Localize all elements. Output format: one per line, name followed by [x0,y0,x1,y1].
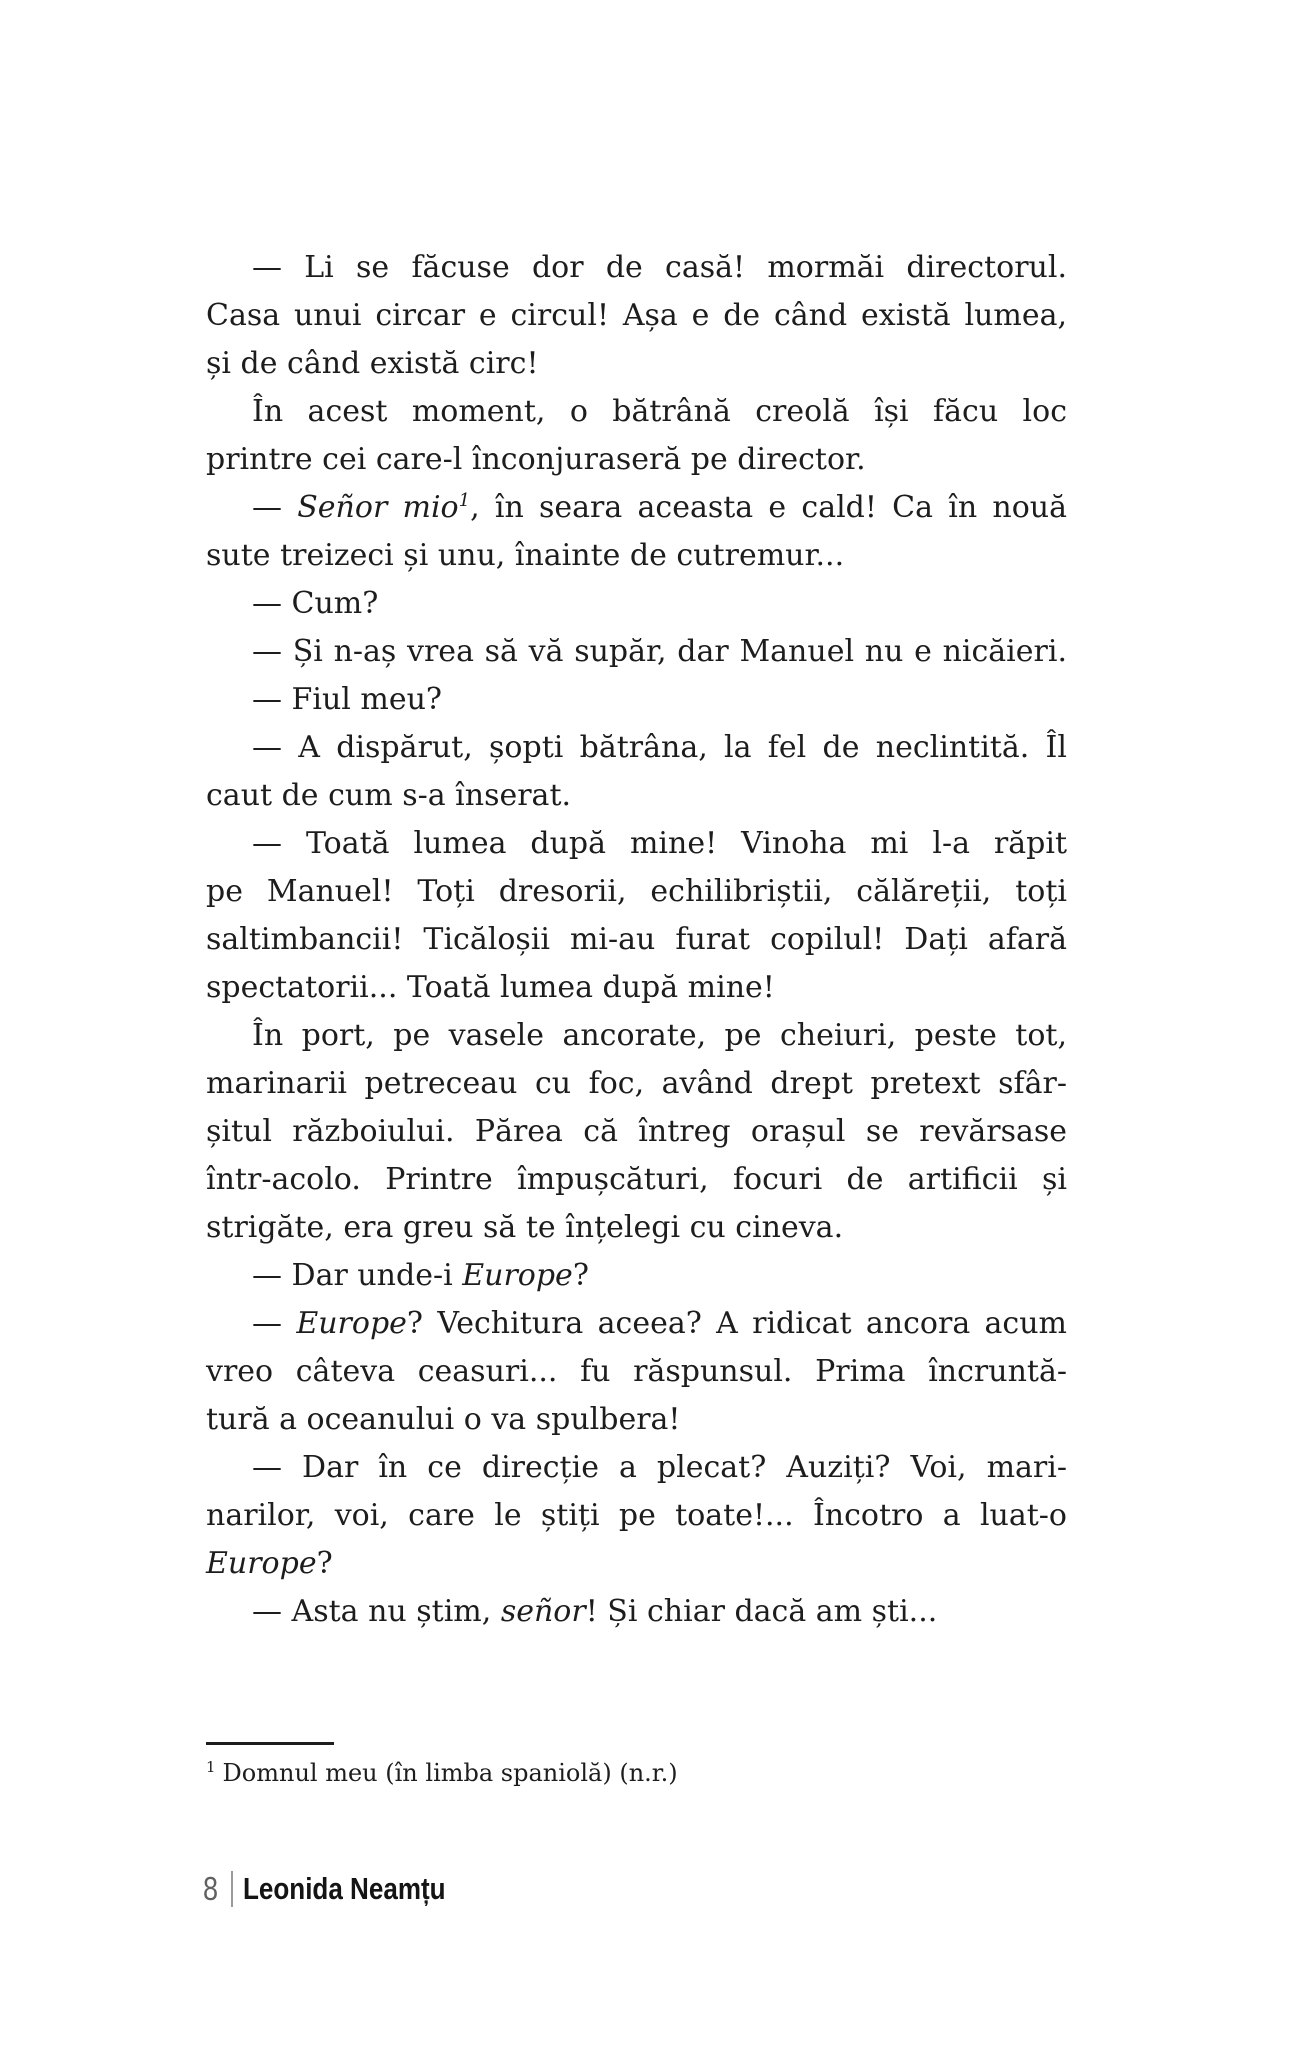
body-text [206,244,1067,1636]
footnote-rule [206,1742,334,1745]
text-line [206,1156,1067,1204]
text-segment: — Asta nu știm, [252,1594,501,1629]
text-line [206,388,1067,436]
footer-author-name: Leonida Neamțu [243,1871,446,1906]
text-line [206,1588,1067,1636]
text-segment: printre cei care-l înconjuraseră pe director. [206,442,866,477]
text-line [206,436,1067,484]
text-segment: — Cum? [252,586,379,621]
text-segment: ? [316,1546,333,1581]
text-segment: ? Vechitura aceea? A ridicat ancora acum [406,1306,1067,1341]
text-line [206,820,1067,868]
text-line [206,1348,1067,1396]
text-line [206,292,1067,340]
text-line [206,1540,1067,1588]
footnote [206,1756,1067,1790]
footnote-marker: 1 [206,1758,216,1776]
text-segment: Europe [206,1546,317,1581]
text-line [206,868,1067,916]
text-segment: tură a oceanului o va spulbera! [206,1402,681,1437]
text-line [206,964,1067,1012]
text-line [206,1396,1067,1444]
text-segment: — Și n-aș vrea să vă supăr, dar Manuel nu e nicăieri. [252,634,1067,669]
text-line [206,1060,1067,1108]
text-segment: — Toată lumea după mine! Vinoha mi l-a răpit [252,826,1067,861]
footer-separator [231,1871,233,1907]
text-line [206,580,1067,628]
text-line [206,916,1067,964]
text-segment: Casa unui circar e circul! Așa e de când există lumea, [206,298,1067,333]
text-line [206,1108,1067,1156]
footnote-reference: 1 [458,490,471,511]
text-segment: șitul războiului. Părea că întreg orașul se revărsase [206,1114,1067,1149]
text-segment: — Li se făcuse dor de casă! mormăi directorul. [252,250,1067,285]
text-segment: În port, pe vasele ancorate, pe cheiuri, peste tot, [252,1018,1067,1053]
text-line [206,628,1067,676]
text-segment: — [252,1306,297,1341]
text-segment: caut de cum s-a înserat. [206,778,572,813]
text-segment: saltimbancii! Ticăloșii mi-au furat copilul! Dați afară [206,922,1067,957]
text-line [206,532,1067,580]
text-segment: Señor mio [297,490,459,525]
text-line [206,1300,1067,1348]
text-segment: — Fiul meu? [252,682,443,717]
footnote-text: Domnul meu (în limba spaniolă) (n.r.) [222,1759,678,1787]
text-line [206,1012,1067,1060]
text-segment: strigăte, era greu să te înțelegi cu cineva. [206,1210,844,1245]
text-line [206,1204,1067,1252]
text-segment: — [252,490,298,525]
text-segment: Europe [462,1258,573,1293]
text-segment: spectatorii... Toată lumea după mine! [206,970,775,1005]
text-segment: — Dar în ce direcție a plecat? Auziți? Voi, mari- [252,1450,1067,1485]
text-segment: și de când există circ! [206,346,539,381]
text-line [206,1252,1067,1300]
text-line [206,244,1067,292]
text-segment: — Dar unde-i [252,1258,463,1293]
text-segment: Europe [296,1306,407,1341]
text-segment: , în seara aceasta e cald! Ca în nouă [470,490,1067,525]
text-line [206,724,1067,772]
text-segment: narilor, voi, care le știți pe toate!... Încotro a luat-o [206,1498,1067,1533]
text-line [206,676,1067,724]
text-segment: — A dispărut, șopti bătrâna, la fel de neclintită. Îl [252,730,1067,765]
text-segment: ? [572,1258,589,1293]
text-segment: vreo câteva ceasuri... fu răspunsul. Prima încruntă- [206,1354,1067,1389]
text-segment: sute treizeci și unu, înainte de cutremur... [206,538,845,573]
text-line [206,1444,1067,1492]
text-segment: marinarii petreceau cu foc, având drept pretext sfâr- [206,1066,1067,1101]
text-segment: În acest moment, o bătrână creolă își făcu loc [252,394,1067,429]
text-segment: pe Manuel! Toți dresorii, echilibriștii, călăreții, toți [206,874,1067,909]
text-segment: ! Și chiar dacă am ști... [585,1594,938,1629]
page-number: 8 [203,1870,219,1907]
text-line [206,1492,1067,1540]
text-line [206,772,1067,820]
page-footer [203,1866,485,1912]
text-segment: într-acolo. Printre împușcături, focuri de artificii și [206,1162,1067,1197]
text-segment: señor [500,1594,586,1629]
text-line [206,484,1067,532]
text-line [206,340,1067,388]
